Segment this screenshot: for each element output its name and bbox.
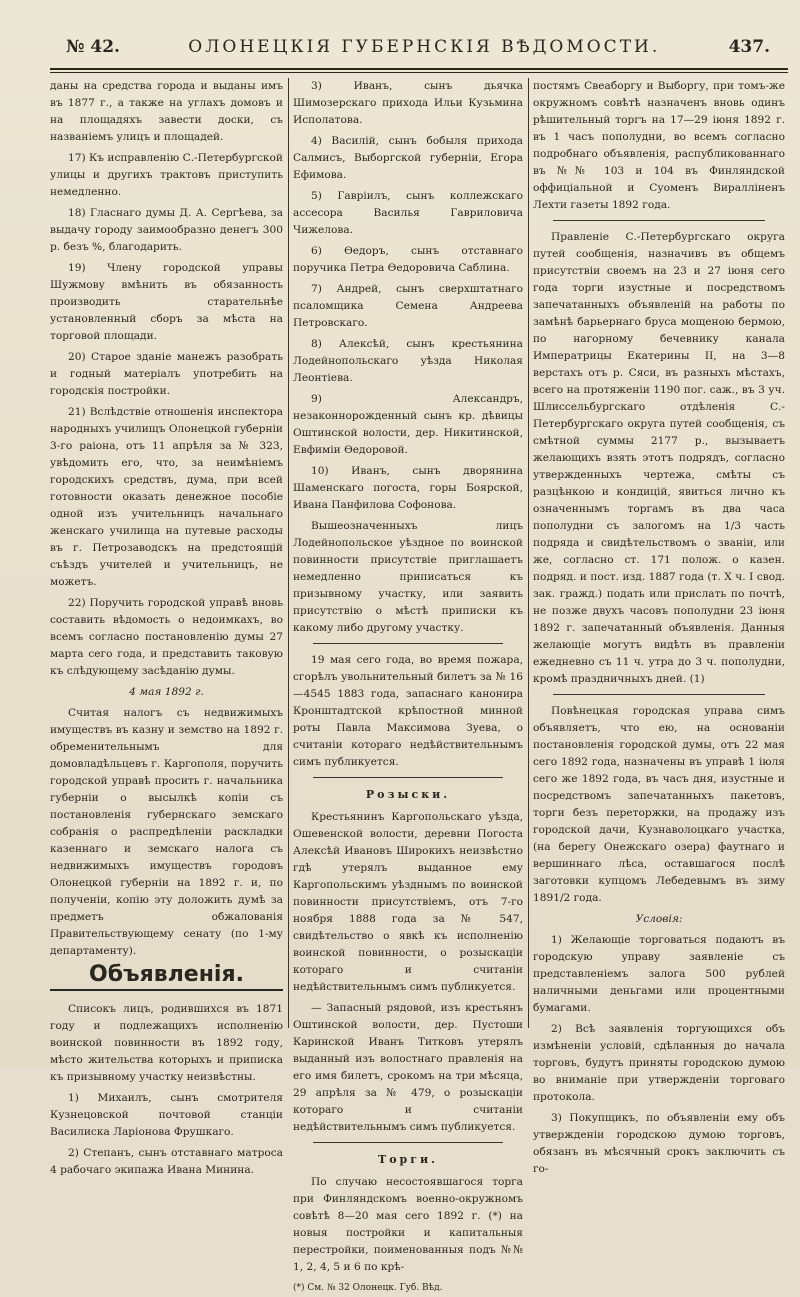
paragraph: По случаю несостоявшагося торга при Финляндскомъ военно-окружномъ совѣтѣ 8—20 мая сего 1892 г. (*) на новыя постройки и капитальныя перестройки, поименованныя подъ №№ 1, 2, 4, 5 и 6 по крѣ- <box>293 1176 523 1273</box>
paragraph: Вышеозначенныхъ лицъ Лодейнопольское уѣздное по воинской повинности присутствіе приглашаетъ немедленно приписаться къ призывному участку, или заявить присутствію о мѣстѣ приписки къ какому либо другому участку. <box>293 520 523 634</box>
paragraph: 9) Александръ, незаконнорожденный сынъ кр. дѣвицы Оштинской волости, дер. Никитинской, Евфиміи Ѳедоровой. <box>293 393 523 456</box>
torgi-heading: Торги. <box>378 1153 438 1166</box>
paragraph: Считая налогъ съ недвижимыхъ имуществъ въ казну и земство на 1892 г. обременительнымъ для домовладѣльцевъ г. Каргополя, поручить городской управѣ просить г. начальника губерніи о высылкѣ копіи съ постановленія губернскаго земскаго собранія о распредѣленіи раскладки казеннаго и земскаго налога съ недвижимыхъ имуществъ городовъ Олонецкой губерніи на 1892 г. и, по полученіи, копію эту доложить думѣ за предметъ обжалованія Правительствующему сенату (по 1-му департаменту). <box>50 707 283 957</box>
header-rule-thin <box>50 72 788 73</box>
column-2 <box>293 78 523 1293</box>
column-1 <box>50 78 283 1176</box>
ads-heading: Объявленія. <box>50 966 283 991</box>
paragraph: 2) Степанъ, сынъ отставнаго матроса 4 рабочаго экипажа Ивана Минина. <box>50 1147 283 1176</box>
page-header <box>66 30 770 64</box>
paragraph: 19 мая сего года, во время пожара, сгорѣлъ увольнительный билетъ за № 16—4545 1883 года, запаснаго канонира Кронштадтской крѣпостной минной роты Павла Максимова Зуева, о считаніи котораго недѣйствительнымъ симъ публикуется. <box>293 654 523 768</box>
paragraph: 22) Поручить городской управѣ вновь составить вѣдомость о недоимкахъ, во всемъ согласно постановленію думы 27 марта сего года, и представить таковую къ слѣдующему засѣданію думы. <box>50 597 283 677</box>
paragraph: 5) Гавріилъ, сынъ коллежскаго ассесора Василья Гавриловича Чижелова. <box>293 190 523 236</box>
paragraph: 3) Иванъ, сынъ дьячка Шимозерскаго прихода Ильи Кузьмина Исполатова. <box>293 80 523 126</box>
paragraph: 1) Желающіе торговаться подаютъ въ городскую управу заявленіе съ представленіемъ залога 500 рублей наличными деньгами или процентными бумагами. <box>533 934 785 1014</box>
search-heading: Розыски. <box>365 788 451 801</box>
column-divider <box>528 78 529 1028</box>
paragraph: — Запасный рядовой, изъ крестьянъ Оштинской волости, дер. Пустоши Каринской Иванъ Титковъ утерялъ выданный изъ волостнаго правленія на его имя билетъ, срокомъ на три мѣсяца, 29 апрѣля за № 479, о розыскаціи котораго и считаніи недѣйствительнымъ симъ публикуется. <box>293 1002 523 1133</box>
column-3 <box>533 78 785 1175</box>
paragraph: Правленіе С.-Петербургскаго округа путей сообщенія, назначивъ въ общемъ присутствіи своемъ на 23 и 27 іюня сего года торги изустные и посредствомъ запечатанныхъ объявленій на работы по замѣнѣ барьернаго бруса мощеною бермою, по нагорному бечевнику канала Императрицы Екатерины II, на 3—8 верстахъ отъ р. Сяси, въ разныхъ мѣстахъ, всего на протяженіи 1190 пог. саж., въ 3 уч. Шлиссельбургскаго отдѣленія С.-Петербургскаго округа путей сообщенія, съ смѣтной суммы 2177 р., вызываетъ желающихъ взять этотъ подрядъ, согласно утвержденныхъ чертежа, смѣты съ разцѣнкою и кондицій, явиться лично къ означеннымъ торгамъ въ два часа пополудни съ залогомъ на 1/3 часть подряда и свидѣтельствомъ о званіи, или же, согласно ст. 171 полож. о казен. подряд. и пост. изд. 1887 года (т. X ч. I свод. зак. гражд.) подать или прислать по почтѣ, не позже двухъ часовъ пополудни 23 іюня 1892 г. запечатанный объявленія. Данныя желающіе могутъ видѣть въ правленіи ежедневно съ 11 ч. утра до 3 ч. пополудни, кромѣ праздничныхъ дней. (1) <box>533 231 785 685</box>
paragraph: Списокъ лицъ, родившихся въ 1871 году и подлежащихъ исполненію воинской повинности въ 1892 году, мѣсто жительства которыхъ и приписка къ призывному участку неизвѣстны. <box>50 1003 283 1083</box>
paragraph: Повѣнецкая городская управа симъ объявляетъ, что ею, на основаніи постановленія городской думы, отъ 22 мая сего 1892 года, назначены въ управѣ 1 іюля сего же 1892 года, въ часъ дня, изустные и посредствомъ запечатанныхъ пакетовъ, торги безъ переторжки, на продажу изъ городской дачи, Кузнаволоцкаго участка, (на берегу Онежскаго озера) фаутнаго и вершиннаго лѣса, оставшагося послѣ заготовки купцомъ Лебедевымъ въ зиму 1891/2 года. <box>533 705 785 904</box>
paragraph: Крестьянинъ Каргопольскаго уѣзда, Ошевенской волости, деревни Погоста Алексѣй Ивановъ Широкихъ неизвѣстно гдѣ утерялъ выданное ему Каргопольскимъ уѣзднымъ по воинской повинности присутствіемъ, отъ 7-го ноября 1888 года за № 547, свидѣтельство о явкѣ къ исполненію воинской повинности, о розыскаціи котораго и считаніи недѣйствительнымъ симъ публикуется. <box>293 811 523 993</box>
paragraph: 3) Покупщикъ, по объявленіи ему объ утвержденіи городскою думою торговъ, обязанъ въ мѣсячный срокъ заключить съ го- <box>533 1112 785 1175</box>
page-number: 437. <box>728 37 770 57</box>
issue-number: № 42. <box>66 37 120 57</box>
header-rule <box>50 68 788 70</box>
newspaper-title: ОЛОНЕЦКІЯ ГУБЕРНСКІЯ ВѢДОМОСТИ. <box>188 37 661 57</box>
separator <box>553 220 765 221</box>
paragraph: 21) Вслѣдствіе отношенія инспектора народныхъ училищъ Олонецкой губерніи 3-го раіона, отъ 11 апрѣля за № 323, увѣдомить его, что, за неимѣніемъ городскихъ средствъ, дума, при всей готовности оказать денежное пособіе одной изъ учительницъ начальнаго женскаго училища на путевые расходы въ г. Петрозаводскъ на предстоящій съѣздъ учителей и учительницъ, не можетъ. <box>50 406 283 588</box>
paragraph: 17) Къ исправленію С.-Петербургской улицы и другихъ трактовъ приступить немедленно. <box>50 152 283 198</box>
paragraph: даны на средства города и выданы имъ въ 1877 г., а также на углахъ домовъ и на площадяхъ завести доски, съ названіемъ улицъ и площадей. <box>50 80 283 143</box>
paragraph: 6) Ѳедоръ, сынъ отставнаго поручика Петра Ѳедоровича Саблина. <box>293 245 523 274</box>
footnote: (*) См. № 32 Олонецк. Губ. Вѣд. <box>293 1283 443 1293</box>
paragraph: 19) Члену городской управы Шужмову вмѣнить въ обязанность производить старательнѣе установленный сборъ за мѣста на торговой площади. <box>50 262 283 342</box>
separator <box>313 643 503 644</box>
date-line: 4 мая 1892 г. <box>129 686 204 698</box>
paragraph: постямъ Свеаборгу и Выборгу, при томъ-же окружномъ совѣтѣ назначенъ вновь одинъ рѣшительный торгъ на 17—29 іюня 1892 г. въ 1 часъ пополудни, во всемъ согласно подробнаго объявленія, распубликованнаго въ №№ 103 и 104 въ Финляндской оффиціальной и Суоменъ Виралліненъ Лехти газеты 1892 года. <box>533 80 785 211</box>
paragraph: 7) Андрей, сынъ сверхштатнаго псаломщика Семена Андреева Петровскаго. <box>293 283 523 329</box>
paragraph: 8) Алексѣй, сынъ крестьянина Лодейнопольскаго уѣзда Николая Леонтіева. <box>293 338 523 384</box>
separator <box>313 1142 503 1143</box>
paragraph: 2) Всѣ заявленія торгующихся объ измѣненіи условій, сдѣланныя до начала торговъ, будутъ приняты городскою думою во вниманіе при утвержденіи торговаго протокола. <box>533 1023 785 1103</box>
column-divider <box>288 78 289 1028</box>
conditions-heading: Условія: <box>635 913 683 925</box>
separator <box>313 777 503 778</box>
paragraph: 4) Василій, сынъ бобыля прихода Салмисъ, Выборгской губерніи, Егора Ефимова. <box>293 135 523 181</box>
paragraph: 20) Старое зданіе манежъ разобрать и годный матеріалъ употребить на городскія постройки. <box>50 351 283 397</box>
separator <box>553 694 765 695</box>
paragraph: 10) Иванъ, сынъ дворянина Шаменскаго погоста, горы Боярской, Ивана Панфилова Софонова. <box>293 465 523 511</box>
paragraph: 1) Михаилъ, сынъ смотрителя Кузнецовской почтовой станціи Василиска Ларіонова Фрушкаго. <box>50 1092 283 1138</box>
paragraph: 18) Гласнаго думы Д. А. Сергѣева, за выдачу городу заимообразно денегъ 300 р. безъ %, благодарить. <box>50 207 283 253</box>
